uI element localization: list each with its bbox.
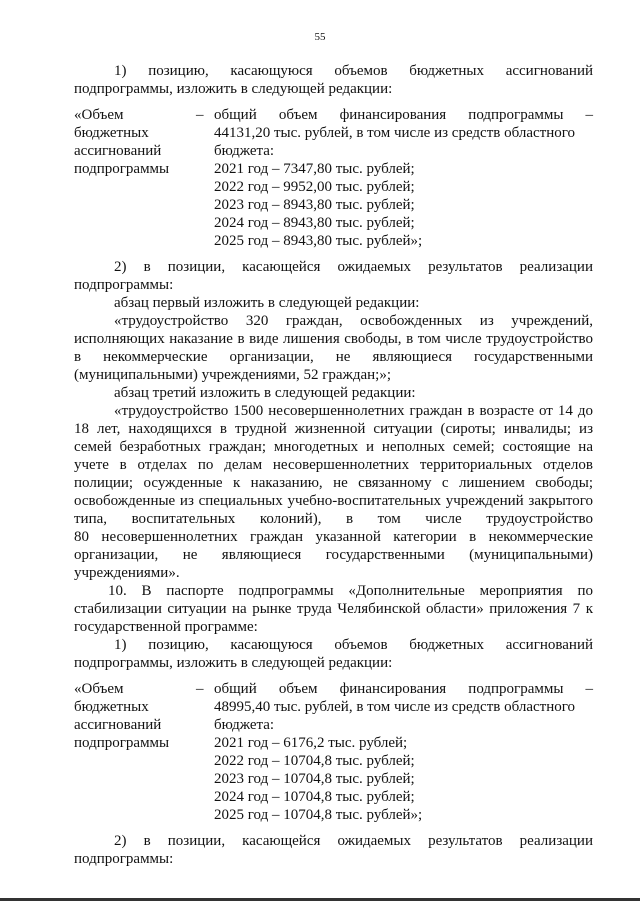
budget-table-1-label [74, 106, 196, 250]
table-value-line: 2021 год – 7347,80 тыс. рублей; [214, 161, 415, 177]
budget-table-1 [74, 106, 593, 250]
paragraph-line: «трудоустройство 1500 несовершеннолетних граждан в возрасте от 14 до [114, 403, 593, 419]
paragraph-line: 18 лет, находящихся в трудной жизненной ситуации (сироты; инвалиды; из [74, 421, 593, 437]
table-label-line: «Объем [74, 681, 124, 697]
table-value-line: 48995,40 тыс. рублей, в том числе из средств областного [214, 699, 576, 715]
paragraph-line: учете в отделах по делам несовершеннолетних территориальных отделов [74, 457, 593, 473]
paragraph-line: освобожденные из специальных учебно-воспитательных учреждений закрытого [74, 493, 593, 509]
paragraph-line: семей безработных граждан; многодетных и неполных семей; состоящие на [74, 439, 593, 455]
paragraph-line: 10. В паспорте подпрограммы «Дополнительные мероприятия по [108, 583, 593, 599]
section1-intro-line1: 1) позицию, касающуюся объемов бюджетных ассигнований [114, 63, 593, 79]
table-value-line: 2022 год – 9952,00 тыс. рублей; [214, 179, 415, 195]
table-value-line: 44131,20 тыс. рублей, в том числе из средств областного [214, 125, 576, 141]
table-label-line: ассигнований [74, 717, 162, 733]
paragraph-line: в некоммерческие организации, не являющиеся государственными [74, 349, 593, 365]
document-body [74, 62, 593, 868]
table-value-line: 2025 год – 8943,80 тыс. рублей»; [214, 233, 423, 249]
table-label-line: бюджетных [74, 125, 149, 141]
table-value-line: 2024 год – 10704,8 тыс. рублей; [214, 789, 415, 805]
section3-closing-line2: подпрограммы: [74, 851, 174, 867]
paragraph-line: 80 несовершеннолетних граждан указанной категории в некоммерческие [74, 529, 593, 545]
page-number: 55 [314, 31, 326, 43]
paragraph-line: типа, воспитательных колоний), в том числе трудоустройство [74, 511, 593, 527]
table-value-line: 2023 год – 10704,8 тыс. рублей; [214, 771, 415, 787]
budget-table-1-values [214, 106, 593, 250]
paragraph-line: подпрограммы: [74, 277, 174, 293]
table-value-line: бюджета: [214, 143, 275, 159]
paragraph-line: полиции; осужденные к наказанию, не связанному с лишением свободы; [74, 475, 593, 491]
paragraph-line: подпрограммы, изложить в следующей редакции: [74, 655, 393, 671]
paragraph-line: 2) в позиции, касающейся ожидаемых результатов реализации [114, 259, 593, 275]
paragraph-line: «трудоустройство 320 граждан, освобожденных из учреждений, [114, 313, 593, 329]
paragraph-line: учреждениями». [74, 565, 180, 581]
table-value-line: бюджета: [214, 717, 275, 733]
table-value-line: 2022 год – 10704,8 тыс. рублей; [214, 753, 415, 769]
table-label-line: «Объем [74, 107, 124, 123]
section1-intro-line2: подпрограммы, изложить в следующей редакции: [74, 81, 393, 97]
section2-body [74, 258, 593, 672]
section3-closing-line1: 2) в позиции, касающейся ожидаемых результатов реализации [114, 833, 593, 849]
paragraph-line: абзац третий изложить в следующей редакции: [114, 385, 416, 401]
table-dash: – [196, 681, 204, 697]
paragraph-line: (муниципальными) учреждениями, 52 граждан;»; [74, 367, 392, 383]
budget-table-2-label [74, 680, 196, 824]
budget-table-2-values [214, 680, 593, 824]
budget-table-2 [74, 680, 593, 824]
table-dash: – [196, 107, 204, 123]
table-value-line: общий объем финансирования подпрограммы – [214, 107, 593, 123]
paragraph-line: абзац первый изложить в следующей редакции: [114, 295, 420, 311]
paragraph-line: стабилизации ситуации на рынке труда Челябинской области» приложения 7 к [74, 601, 593, 617]
table-label-line: подпрограммы [74, 161, 170, 177]
table-value-line: общий объем финансирования подпрограммы – [214, 681, 593, 697]
table-value-line: 2025 год – 10704,8 тыс. рублей»; [214, 807, 423, 823]
table-label-line: подпрограммы [74, 735, 170, 751]
table-label-line: бюджетных [74, 699, 149, 715]
table-value-line: 2024 год – 8943,80 тыс. рублей; [214, 215, 415, 231]
bottom-rule [0, 898, 640, 901]
table-value-line: 2023 год – 8943,80 тыс. рублей; [214, 197, 415, 213]
table-value-line: 2021 год – 6176,2 тыс. рублей; [214, 735, 408, 751]
paragraph-line: государственной программе: [74, 619, 258, 635]
table-label-line: ассигнований [74, 143, 162, 159]
paragraph-line: 1) позицию, касающуюся объемов бюджетных ассигнований [114, 637, 593, 653]
paragraph-line: организации, не являющиеся государственными (муниципальными) [74, 547, 593, 563]
paragraph-line: исполняющих наказание в виде лишения свободы, в том числе трудоустройство [74, 331, 593, 347]
